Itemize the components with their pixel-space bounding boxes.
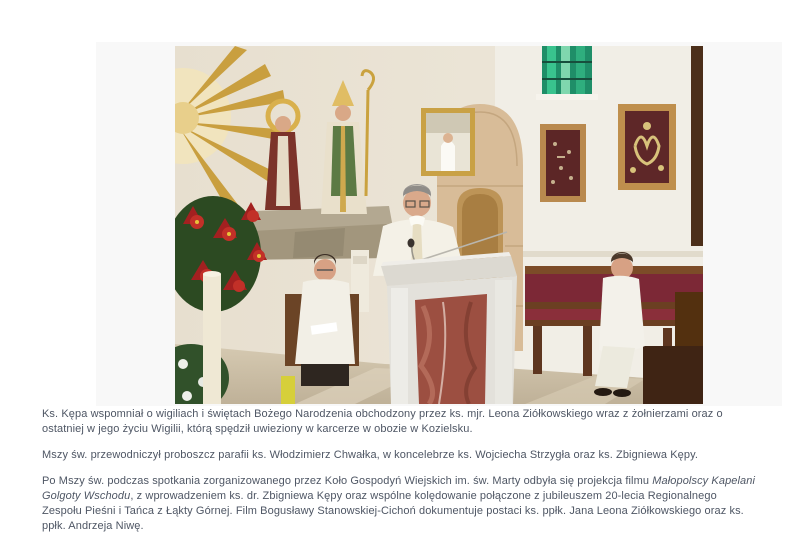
article-paragraph: [42, 474, 758, 534]
paragraph-text: Mszy św. przewodniczył proboszcz parafii ks. Włodzimierz Chwałka, w koncelebrze ks. Wojciecha Strzygła oraz ks. Zbigniewa Kępy.: [42, 449, 699, 461]
icon-frame-small: [540, 124, 586, 202]
paragraph-text: , z wprowadzeniem ks. dr. Zbigniewa Kępy oraz wspólne kolędowanie połączone z jubileuszem 20-lecia Regionalnego Zespołu Pieśni i Tańca z Łąkty Górnej. Film Bogusławy Stanowskiej-Cichoń dokumentuje postaci ks. ppłk. Jana Leona Ziółkowskiego oraz ks. ppłk. Andrzeja Niwę.: [42, 490, 744, 532]
yellow-candle: [281, 376, 295, 404]
statue-mary: [265, 101, 301, 210]
icon-frame-large: [618, 104, 676, 190]
stained-glass-window: [536, 46, 598, 100]
framed-portrait: [421, 108, 475, 176]
paragraph-text: Ks. Kępa wspomniał o wigiliach i świętach Bożego Narodzenia obchodzony przez ks. mjr. Leona Ziółkowskiego wraz z żołnierzami oraz o ostatniej w jego życiu Wigilii, którą spędził uwieziony w karcerze w obozie w Kozielsku.: [42, 408, 723, 435]
article-figure: [96, 42, 782, 406]
lectern: [381, 252, 517, 404]
film-title-italic: Małopolscy Kapelani Golgoty Wschodu: [42, 475, 756, 502]
paragraph-text: Po Mszy św. podczas spotkania zorganizowanego przez Koło Gospodyń Wiejskich im. św. Marty odbyła się projekcja filmu: [42, 475, 653, 487]
article-paragraph: [42, 448, 758, 463]
article-body: [42, 407, 758, 545]
wall-molding: [495, 251, 703, 257]
dark-pillar: [691, 46, 703, 246]
church-mass-photo: [175, 46, 703, 404]
white-candle: [203, 271, 221, 404]
church-photo-illustration: [175, 46, 703, 404]
article-paragraph: [42, 407, 758, 437]
